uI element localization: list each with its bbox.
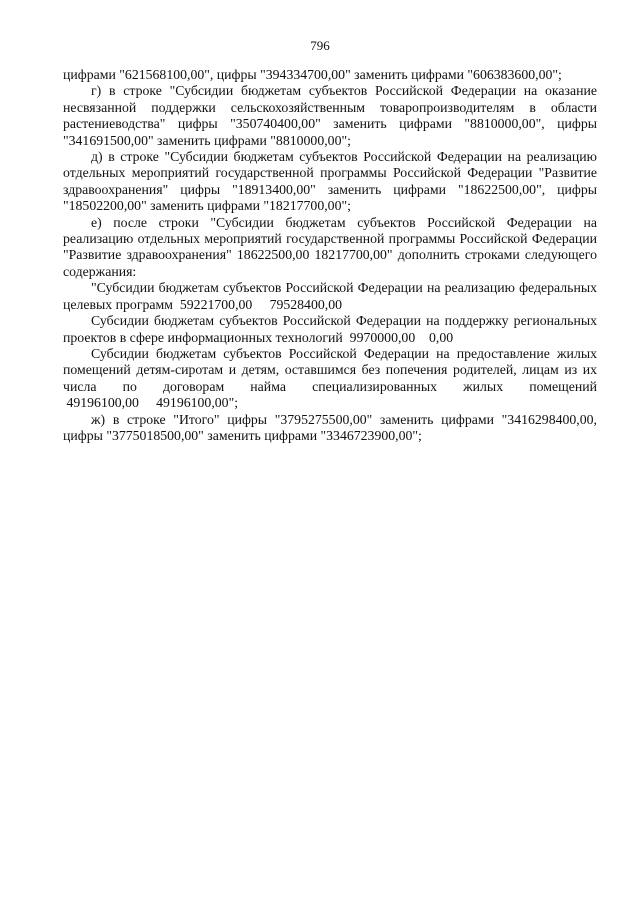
paragraph-text: д) в строке "Субсидии бюджетам субъектов Российской Федерации на реализацию отдельных мероприятий государственной программы Российской Федерации "Развитие здравоохранения" цифры "18913400,00" заменить цифрами "18622500,00", цифры "18502200,00" заменить цифрами "18217700,00"; [63, 149, 597, 214]
paragraph-item-d [63, 149, 597, 215]
paragraph-text: г) в строке "Субсидии бюджетам субъектов Российской Федерации на оказание несвязанной поддержки сельскохозяйственным товаропроизводителям в области растениеводства" цифры "350740400,00" заменить цифрами "8810000,00", цифры "341691500,00" заменить цифрами "8810000,00"; [63, 83, 597, 148]
paragraph-text: ж) в строке "Итого" цифры "3795275500,00" заменить цифрами "3416298400,00, цифры "3775018500,00" заменить цифрами "3346723900,00"; [63, 411, 597, 443]
paragraph-item-zh [63, 412, 597, 445]
paragraph-text: Субсидии бюджетам субъектов Российской Федерации на поддержку региональных проектов в сфере информационных технологий [63, 313, 597, 345]
paragraph-text: е) после строки "Субсидии бюджетам субъектов Российской Федерации на реализацию отдельных мероприятий государственной программы Российской Федерации "Развитие здравоохранения" 18622500,00 18217700,00" дополнить строками следующего содержания: [63, 214, 597, 279]
page-number: 796 [310, 38, 330, 53]
paragraph-item-g [63, 83, 597, 149]
row-amounts: 9970000,00 0,00 [342, 329, 454, 345]
inserted-row-orphan-housing [63, 346, 597, 412]
paragraph-text: Субсидии бюджетам субъектов Российской Федерации на предоставление жилых помещений детям-сиротам и детям, оставшимся без попечения родителей, лицам из их числа по договорам найма специализированных жилых помещений [63, 345, 597, 394]
paragraph-text: "Субсидии бюджетам субъектов Российской Федерации на реализацию федеральных целевых программ [63, 280, 597, 312]
document-body [63, 67, 597, 444]
paragraph-text: цифрами "621568100,00", цифры "394334700,00" заменить цифрами "606383600,00"; [63, 67, 562, 82]
paragraph-continuation [63, 67, 597, 83]
row-amounts: 49196100,00 49196100,00"; [63, 395, 239, 411]
inserted-row-it-projects [63, 313, 597, 346]
row-amounts: 59221700,00 79528400,00 [172, 296, 342, 312]
inserted-row-federal-programs [63, 280, 597, 313]
paragraph-item-e [63, 215, 597, 281]
